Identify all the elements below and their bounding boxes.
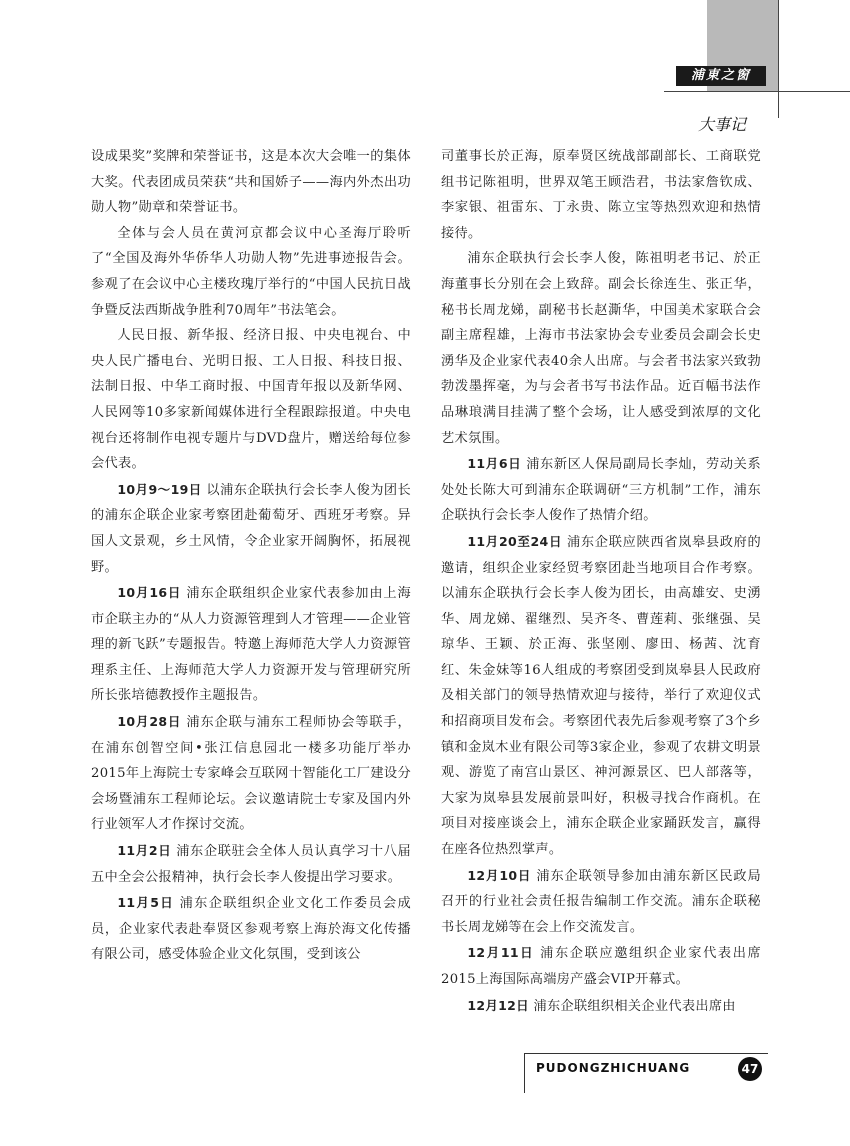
paragraph	[441, 993, 761, 1020]
entry-date: 10月9～19日	[117, 481, 202, 497]
paragraph	[91, 709, 411, 838]
paragraph	[441, 144, 761, 246]
entry-date: 11月5日	[117, 895, 175, 911]
paragraph-text: 司董事长於正海，原奉贤区统战部副部长、工商联党组书记陈祖明，世界双笔王顾浩君，书法家詹钦成、李家银、祖雷东、丁永贵、陈立宝等热烈欢迎和热情接待。	[441, 149, 761, 241]
paragraph-text: 全体与会人员在黄河京都会议中心圣海厅聆听了“全国及海外华侨华人功勋人物”先进事迹报告会。参观了在会议中心主楼玫瑰厅举行的“中国人民抗日战争暨反法西斯战争胜利70周年”书法笔会。	[91, 225, 411, 318]
paragraph-text: 浦东企联组织企业家代表参加由上海市企联主办的“从人力资源管理到人才管理——企业管理的新飞跃”专题报告。特邀上海师范大学人力资源管理系主任、上海师范大学人力资源开发与管理研究所所长张培德教授作主题报告。	[91, 586, 411, 704]
paragraph-text: 设成果奖”奖牌和荣誉证书，这是本次大会唯一的集体大奖。代表团成员荣获“共和国娇子——海内外杰出功勋人物”勋章和荣誉证书。	[91, 149, 411, 216]
footer-rule-tick	[524, 1053, 525, 1093]
paragraph-text: 以浦东企联执行会长李人俊为团长的浦东企联企业家考察团赴葡萄牙、西班牙考察。异国人文景观，乡土风情，令企业家开阔胸怀，拓展视野。	[91, 482, 412, 575]
paragraph-text: 浦东企联应邀组织企业家代表出席2015上海国际高端房产盛会VIP开幕式。	[441, 946, 762, 987]
paragraph-text: 人民日报、新华报、经济日报、中央电视台、中央人民广播电台、光明日报、工人日报、科技日报、法制日报、中华工商时报、中国青年报以及新华网、人民网等10多家新闻媒体进行全程跟踪报道。中央电视台还将制作电视专题片与DVD盘片，赠送给每位参会代表。	[91, 328, 411, 472]
paragraph-text: 浦东企联组织企业文化工作委员会成员，企业家代表赴奉贤区参观考察上海於海文化传播有限公司，感受体验企业文化氛围，受到该公	[91, 896, 411, 963]
header-horizontal-rule	[664, 91, 850, 92]
paragraph-text: 浦东企联领导参加由浦东新区民政局召开的行业社会责任报告编制工作交流。浦东企联秘书长周龙娣等在会上作交流发言。	[441, 868, 761, 935]
paragraph	[91, 323, 411, 477]
paragraph	[441, 246, 761, 451]
paragraph-text: 浦东新区人保局副局长李灿，劳动关系处处长陈大可到浦东企联调研“三方机制”工作，浦东企联执行会长李人俊作了热情介绍。	[441, 457, 761, 524]
paragraph	[91, 221, 411, 323]
footer-rule	[524, 1053, 768, 1054]
left-column	[91, 144, 411, 968]
section-title: 大事记	[698, 115, 747, 134]
paragraph	[91, 144, 411, 221]
entry-date: 11月20至24日	[467, 533, 563, 549]
paragraph-text: 浦东企联应陕西省岚皋县政府的邀请，组织企业家经贸考察团赴当地项目合作考察。以浦东企联执行会长李人俊为团长，由高雄安、史湧华、周龙娣、翟继烈、吴齐冬、曹莲莉、张继强、吴琼华、王颖、於正海、张坚刚、廖田、杨茜、沈育红、朱金妹等16人组成的考察团受到岚皋县人民政府及相关部门的领导热情欢迎与接待，举行了欢迎仪式和招商项目发布会。考察团代表先后参观考察了3个乡镇和金岚木业有限公司等3家企业，参观了农耕文明景观、游览了南宫山景区、神河源景区、巴人部落等，大家为岚皋县发展前景叫好，积极寻找合作商机。在项目对接座谈会上，浦东企联企业家踊跃发言，赢得在座各位热烈掌声。	[441, 534, 761, 858]
paragraph-text: 浦东企联组织相关企业代表出席由	[533, 998, 736, 1014]
paragraph-text: 浦东企联驻会全体人员认真学习十八届五中全会公报精神，执行会长李人俊提出学习要求。	[91, 844, 411, 885]
page-number: 47	[738, 1057, 762, 1081]
paragraph-text: 浦东企联与浦东工程师协会等联手，在浦东创智空间•张江信息园北一楼多功能厅举办2015年上海院士专家峰会互联网十智能化工厂建设分会场暨浦东工程师论坛。会议邀请院士专家及国内外行业领军人才作探讨交流。	[91, 715, 411, 833]
paragraph	[441, 451, 761, 529]
entry-date: 10月28日	[117, 714, 182, 730]
header-vertical-rule	[778, 0, 779, 118]
magazine-logo: 浦東之窗	[676, 66, 766, 86]
entry-date: 12月12日	[467, 997, 529, 1013]
entry-date: 11月2日	[117, 843, 172, 859]
paragraph	[441, 940, 761, 992]
entry-date: 10月16日	[117, 585, 182, 601]
entry-date: 12月10日	[467, 867, 532, 883]
paragraph	[441, 529, 761, 863]
paragraph-text: 浦东企联执行会长李人俊，陈祖明老书记、於正海董事长分别在会上致辞。副会长徐连生、张正华，秘书长周龙娣，副秘书长赵澌华，中国美术家联合会副主席程雄，上海市书法家协会专业委员会副会长史湧华及企业家代表40余人出席。与会者书法家兴致勃勃泼墨挥毫，为与会者书写书法作品。近百幅书法作品琳琅满目挂满了整个会场，让人感受到浓厚的文化艺术氛围。	[441, 251, 761, 446]
paragraph	[91, 838, 411, 890]
paragraph	[91, 890, 411, 968]
entry-date: 12月11日	[467, 945, 535, 961]
paragraph	[91, 477, 411, 580]
right-column	[441, 144, 761, 1019]
paragraph	[441, 863, 761, 941]
paragraph	[91, 580, 411, 709]
footer-magazine-name: PUDONGZHICHUANG	[536, 1061, 691, 1075]
entry-date: 11月6日	[467, 456, 522, 472]
